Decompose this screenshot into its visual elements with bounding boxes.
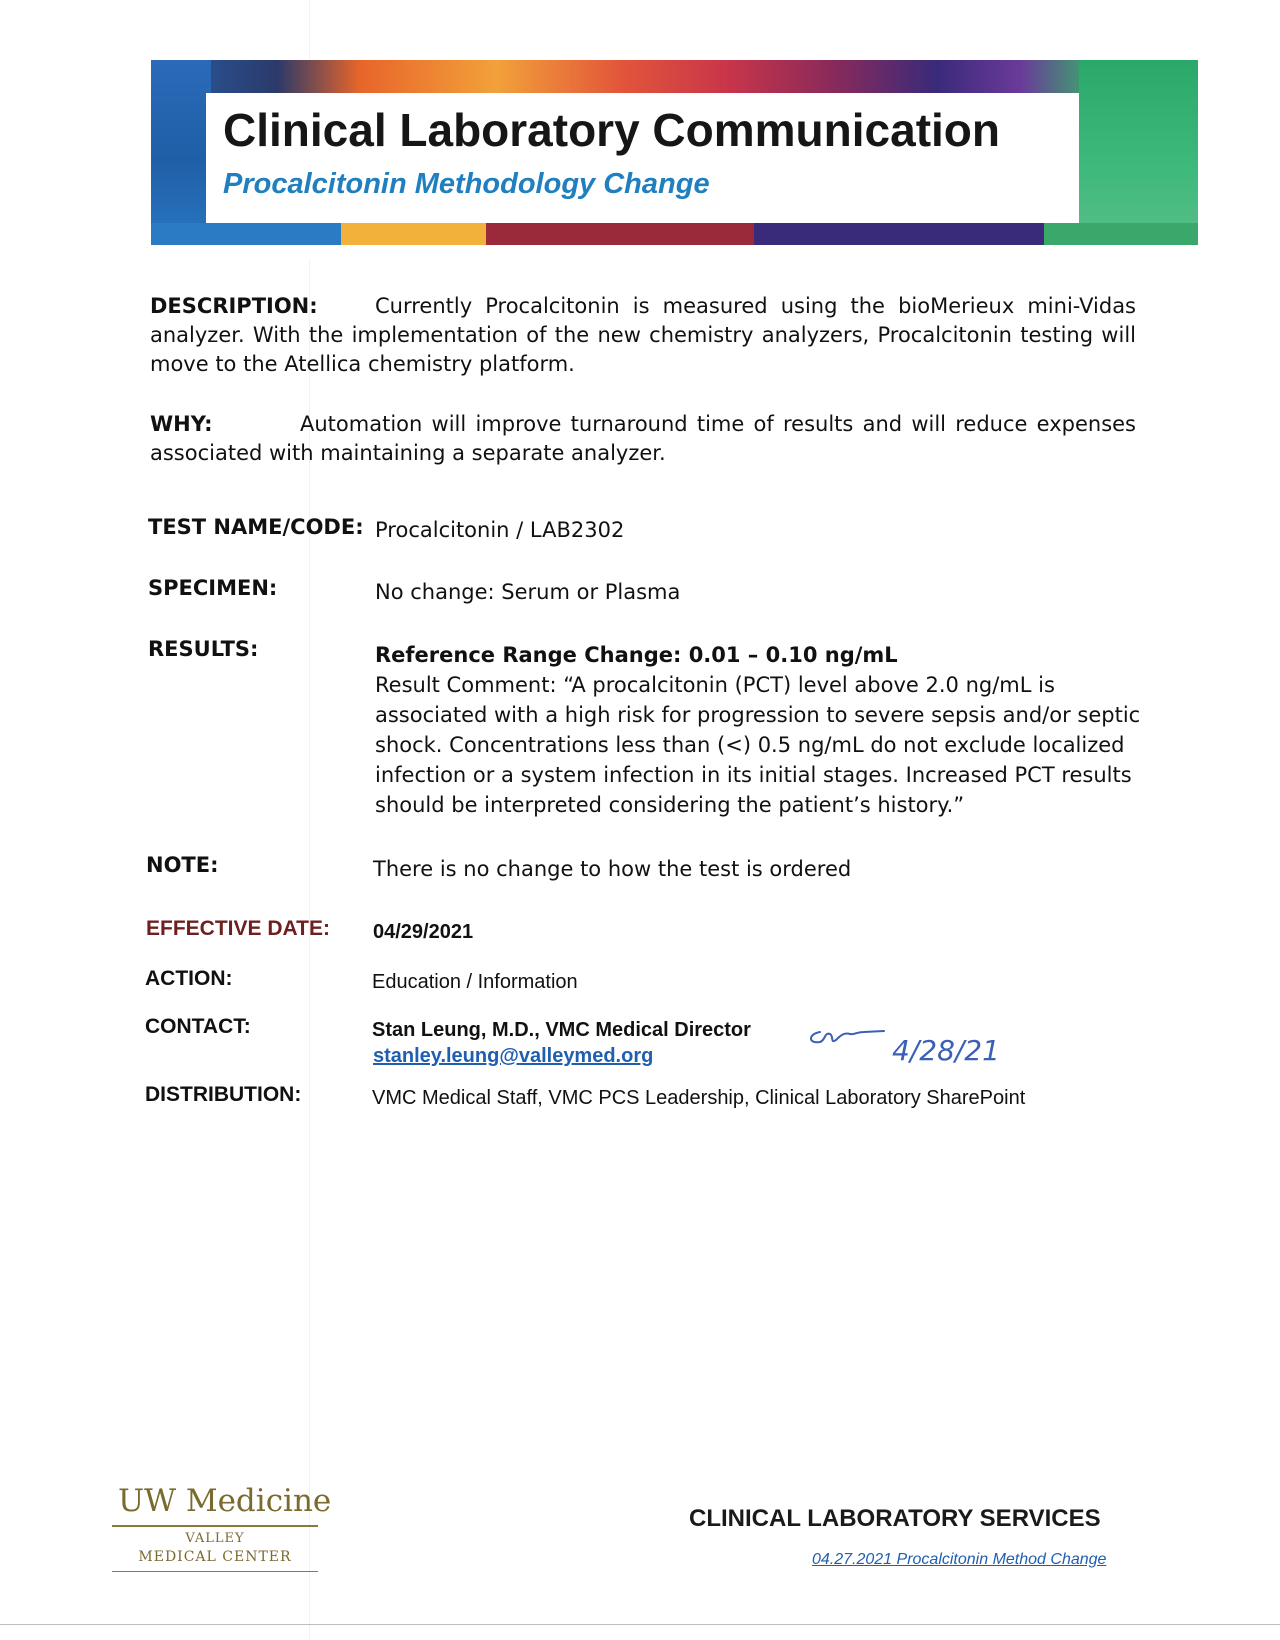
distribution-value: VMC Medical Staff, VMC PCS Leadership, Clinical Laboratory SharePoint [372, 1087, 1026, 1109]
why-section [150, 410, 1136, 468]
description-text: Currently Procalcitonin is measured using the bioMerieux mini-Vidas analyzer. With the implementation of the new chemistry analyzers, Procalcitonin testing will move to the Atellica chemistry platform. [150, 294, 1136, 376]
logo-uw-medicine: UW Medicine [118, 1483, 332, 1519]
specimen-value: No change: Serum or Plasma [375, 580, 681, 604]
action-label: ACTION: [145, 967, 233, 990]
signature-date: 4/28/21 [892, 1034, 1000, 1067]
effective-date-label: EFFECTIVE DATE: [146, 917, 330, 940]
footer-department: CLINICAL LABORATORY SERVICES [689, 1505, 1101, 1532]
contact-email-link[interactable]: stanley.leung@valleymed.org [373, 1045, 654, 1067]
why-label: WHY: [150, 412, 213, 436]
results-label: RESULTS: [148, 637, 259, 661]
page-title: Clinical Laboratory Communication [223, 104, 1000, 156]
footer-document-link[interactable]: 04.27.2021 Procalcitonin Method Change [812, 1551, 1107, 1568]
why-text: Automation will improve turnaround time of results and will reduce expenses associated with maintaining a separate analyzer. [150, 412, 1136, 465]
page-bottom-rule [0, 1624, 1280, 1625]
banner-title-box [206, 93, 1079, 223]
description-section [150, 292, 1136, 379]
logo-bottom-rule [112, 1571, 318, 1572]
test-name-value: Procalcitonin / LAB2302 [375, 518, 625, 542]
result-comment: Result Comment: “A procalcitonin (PCT) level above 2.0 ng/mL is associated with a high risk for progression to severe sepsis and/or septic shock. Concentrations less than (<) 0.5 ng/mL do not exclude localized infection or a system infection in its initial stages. Increased PCT results should be interpreted considering the patient’s history.” [375, 673, 1141, 817]
contact-label: CONTACT: [145, 1015, 251, 1038]
header-banner [151, 60, 1198, 260]
effective-date-value: 04/29/2021 [373, 921, 474, 943]
logo-divider [112, 1525, 318, 1527]
specimen-label: SPECIMEN: [148, 576, 278, 600]
logo-medical-center: MEDICAL CENTER [138, 1549, 292, 1565]
logo-valley: VALLEY [185, 1531, 245, 1546]
results-section [375, 640, 1145, 820]
uw-medicine-logo [112, 1483, 332, 1573]
page-subtitle: Procalcitonin Methodology Change [223, 168, 710, 200]
note-value: There is no change to how the test is ordered [373, 857, 852, 881]
distribution-label: DISTRIBUTION: [145, 1083, 302, 1106]
note-label: NOTE: [146, 853, 219, 877]
contact-name: Stan Leung, M.D., VMC Medical Director [372, 1019, 751, 1041]
handwritten-signature [800, 1010, 1000, 1070]
test-name-label: TEST NAME/CODE: [148, 515, 364, 539]
action-value: Education / Information [372, 971, 578, 993]
description-label: DESCRIPTION: [150, 294, 318, 318]
reference-range-heading: Reference Range Change: 0.01 – 0.10 ng/mL [375, 643, 898, 667]
